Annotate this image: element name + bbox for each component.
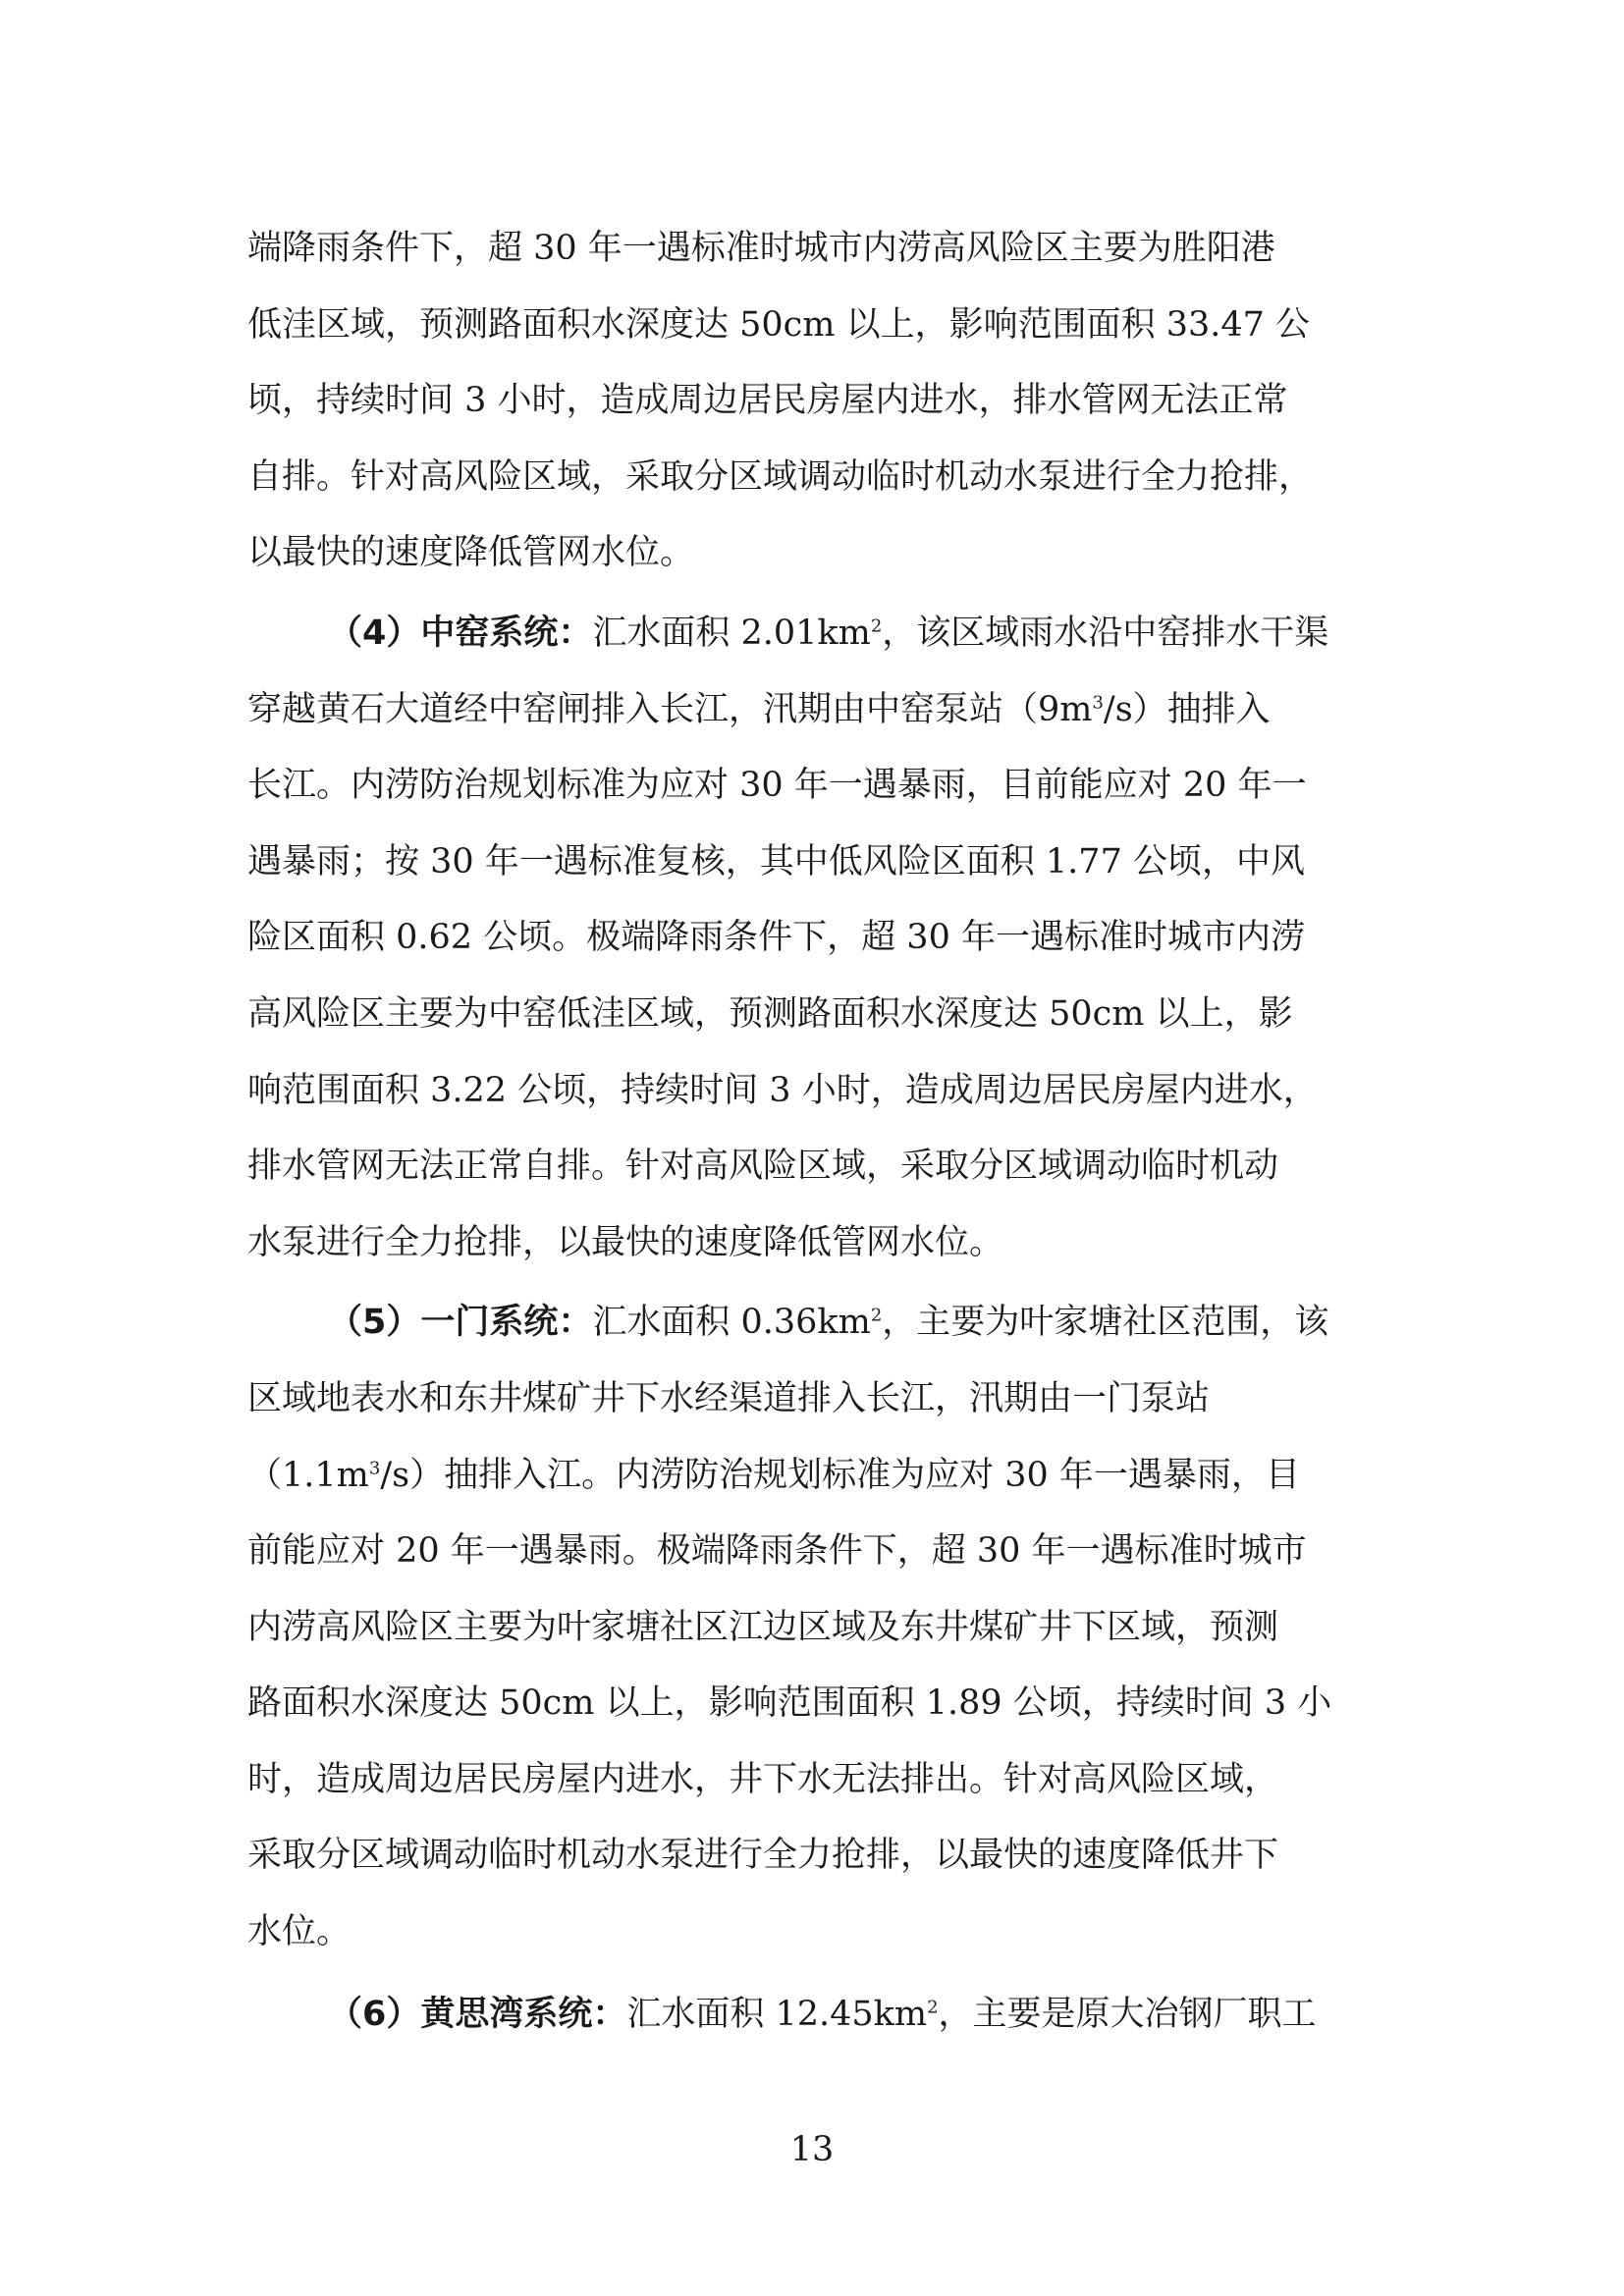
text-line: 排水管网无法正常自排。针对高风险区域，采取分区域调动临时机动 bbox=[247, 1147, 1279, 1187]
section-heading-huangsiwan: （6）黄思湾系统： bbox=[328, 1994, 627, 2034]
text-line: 采取分区域调动临时机动水泵进行全力抢排，以最快的速度降低井下 bbox=[247, 1836, 1279, 1876]
text-line: 低洼区域，预测路面积水深度达 50cm 以上，影响范围面积 33.47 公 bbox=[247, 304, 1311, 345]
paragraph-zhongyao-system bbox=[247, 596, 1379, 1281]
text-line: 自排。针对高风险区域，采取分区域调动临时机动水泵进行全力抢排， bbox=[247, 456, 1314, 497]
text-line: 险区面积 0.62 公顷。极端降雨条件下，超 30 年一遇标准时城市内涝 bbox=[247, 918, 1305, 958]
superscript: 3 bbox=[368, 1457, 381, 1478]
text-line bbox=[247, 1977, 1379, 2054]
paragraph-huangsiwan-system bbox=[247, 1977, 1379, 2054]
text-span: ，主要是原大冶钢厂职工 bbox=[938, 1994, 1317, 2034]
text-line: 遇暴雨；按 30 年一遇标准复核，其中低风险区面积 1.77 公顷，中风 bbox=[247, 841, 1305, 881]
text-line: 高风险区主要为中窑低洼区域，预测路面积水深度达 50cm 以上，影 bbox=[247, 993, 1293, 1034]
paragraph-shengyanggang bbox=[247, 211, 1379, 592]
text-line: 水位。 bbox=[247, 1912, 352, 1952]
text-line: 区域地表水和东井煤矿井下水经渠道排入长江，汛期由一门泵站 bbox=[247, 1378, 1211, 1418]
text-span: ，主要为叶家塘社区范围，该 bbox=[882, 1303, 1329, 1343]
text-line: 路面积水深度达 50cm 以上，影响范围面积 1.89 公顷，持续时间 3 小 bbox=[247, 1683, 1332, 1724]
text-line: 顷，持续时间 3 小时，造成周边居民房屋内进水，排水管网无法正常 bbox=[247, 381, 1288, 421]
body-text bbox=[247, 211, 1379, 2053]
text-span: 穿越黄石大道经中窑闸排入长江，汛期由中窑泵站（9m bbox=[247, 689, 1093, 729]
text-span: /s）抽排入江。内涝防治规划标准为应对 30 年一遇暴雨，目 bbox=[380, 1455, 1300, 1495]
text-span: （1.1m bbox=[247, 1455, 369, 1495]
text-span: 汇水面积 2.01km bbox=[592, 613, 871, 653]
paragraph-yimen-system bbox=[247, 1285, 1379, 1970]
superscript: 2 bbox=[927, 1997, 939, 2017]
text-line: 前能应对 20 年一遇暴雨。极端降雨条件下，超 30 年一遇标准时城市 bbox=[247, 1531, 1307, 1572]
superscript: 2 bbox=[870, 1305, 883, 1326]
text-line bbox=[247, 1285, 1379, 1362]
text-line: 端降雨条件下，超 30 年一遇标准时城市内涝高风险区主要为胜阳港 bbox=[247, 229, 1275, 268]
superscript: 3 bbox=[1092, 691, 1104, 713]
text-line bbox=[247, 672, 1379, 749]
superscript: 2 bbox=[870, 615, 883, 637]
text-line: 响范围面积 3.22 公顷，持续时间 3 小时，造成周边居民房屋内进水， bbox=[247, 1070, 1318, 1110]
text-line bbox=[247, 596, 1379, 672]
section-heading-yimen: （5）一门系统： bbox=[328, 1303, 593, 1343]
page-number: 13 bbox=[789, 2130, 835, 2169]
text-line: 以最快的速度降低管网水位。 bbox=[247, 533, 695, 573]
text-span: 汇水面积 12.45km bbox=[626, 1994, 928, 2034]
text-span: 汇水面积 0.36km bbox=[592, 1303, 871, 1343]
section-heading-zhongyao: （4）中窑系统： bbox=[328, 613, 593, 653]
text-line: 内涝高风险区主要为叶家塘社区江边区域及东井煤矿井下区域，预测 bbox=[247, 1607, 1279, 1647]
text-span: ，该区域雨水沿中窑排水干渠 bbox=[882, 613, 1329, 653]
text-span: /s）抽排入 bbox=[1103, 689, 1271, 729]
text-line: 长江。内涝防治规划标准为应对 30 年一遇暴雨，目前能应对 20 年一 bbox=[247, 766, 1307, 806]
text-line: 水泵进行全力抢排，以最快的速度降低管网水位。 bbox=[247, 1222, 1004, 1262]
text-line bbox=[247, 1438, 1379, 1515]
text-line: 时，造成周边居民房屋内进水，井下水无法排出。针对高风险区域， bbox=[247, 1759, 1279, 1799]
